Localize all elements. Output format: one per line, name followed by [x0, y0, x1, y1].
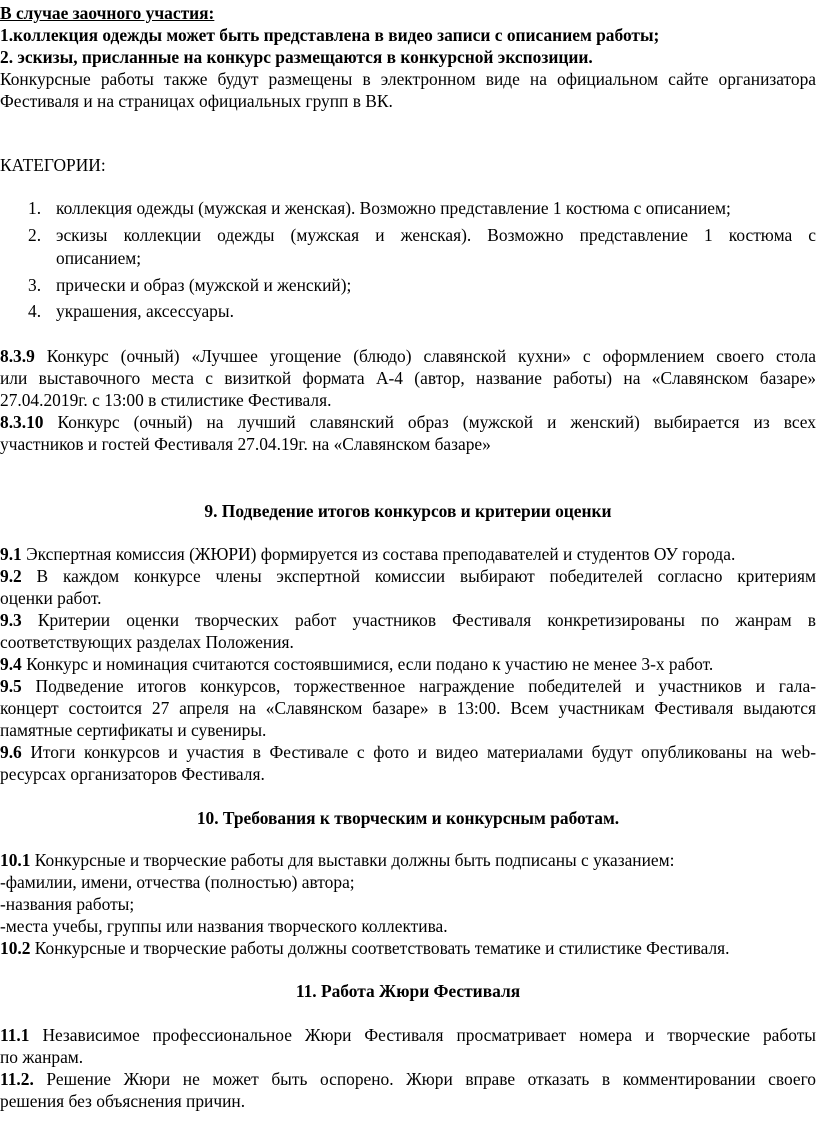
- s839-number: 8.3.9: [0, 346, 35, 366]
- p9-6-line-2: ресурсах организаторов Фестиваля.: [0, 764, 265, 784]
- s8310-line-1: 8.3.10 Конкурс (очный) на лучший славянский образ (мужской и женский) выбирается из всех: [0, 412, 816, 432]
- p10-1-dash-1: -фамилии, имени, отчества (полностью) автора;: [0, 872, 355, 892]
- category-text: прически и образ (мужской и женский);: [56, 275, 352, 295]
- p9-2-line-2: оценки работ.: [0, 588, 102, 608]
- category-num: 4.: [28, 301, 42, 321]
- p9-6-line-1: 9.6 Итоги конкурсов и участия в Фестивале с фото и видео материалами будут опубликованы на web-: [0, 742, 816, 762]
- s8310-line-2: участников и гостей Фестиваля 27.04.19г. на «Славянском базаре»: [0, 434, 491, 454]
- s839-line-3: 27.04.2019г. с 13:00 в стилистике Фестиваля.: [0, 390, 332, 410]
- category-num: 3.: [28, 275, 42, 295]
- section-10-title: 10. Требования к творческим и конкурсным работам.: [196, 808, 620, 828]
- categories-title: КАТЕГОРИИ:: [0, 155, 106, 175]
- p11-2-line-2: решения без объяснения причин.: [0, 1091, 246, 1111]
- p9-4-line-1: 9.4 Конкурс и номинация считаются состоявшимися, если подано к участию не менее 3-х работ.: [0, 654, 714, 674]
- intro-line-2: 2. эскизы, присланные на конкурс размещаются в конкурсной экспозиции.: [0, 47, 593, 67]
- p10-1-line-1: 10.1 Конкурсные и творческие работы для выставки должны быть подписаны с указанием:: [0, 850, 675, 870]
- category-text: украшения, аксессуары.: [56, 301, 234, 321]
- p11-2-line-1: 11.2. Решение Жюри не может быть оспорено. Жюри вправе отказать в комментировании своего: [0, 1069, 816, 1089]
- section-11-title: 11. Работа Жюри Фестиваля: [295, 981, 521, 1001]
- p9-3-line-2: соответствующих разделах Положения.: [0, 632, 294, 652]
- s8310-number: 8.3.10: [0, 412, 44, 432]
- intro-line-1: 1.коллекция одежды может быть представлена в видео записи с описанием работы;: [0, 25, 660, 45]
- p9-5-line-1: 9.5 Подведение итогов конкурсов, торжественное награждение победителей и участников и гала-: [0, 676, 816, 696]
- p10-1-dash-3: -места учебы, группы или названия творческого коллектива.: [0, 916, 448, 936]
- intro-heading: В случае заочного участия:: [0, 3, 215, 23]
- p10-1-dash-2: -названия работы;: [0, 894, 135, 914]
- p9-5-line-3: памятные сертификаты и сувениры.: [0, 720, 267, 740]
- section-10-body: [0, 849, 816, 959]
- p11-1-line-1: 11.1 Независимое профессиональное Жюри Фестиваля просматривает номера и творческие работы: [0, 1025, 816, 1045]
- category-text: эскизы коллекции одежды (мужская и женская). Возможно представление 1 костюма с: [56, 225, 816, 245]
- intro-block: [0, 2, 816, 112]
- p9-5-line-2: концерт состоится 27 апреля на «Славянском базаре» в 13:00. Всем участникам Фестиваля выдаются: [0, 698, 816, 718]
- p10-2-line-1: 10.2 Конкурсные и творческие работы должны соответствовать тематике и стилистике Фестиваля.: [0, 938, 730, 958]
- p9-1-line-1: 9.1 Экспертная комиссия (ЖЮРИ) формируется из состава преподавателей и студентов ОУ города.: [0, 544, 736, 564]
- category-num: 2.: [28, 225, 42, 245]
- categories-title-block: [0, 154, 816, 176]
- p11-1-line-2: по жанрам.: [0, 1047, 84, 1067]
- category-text: коллекция одежды (мужская и женская). Возможно представление 1 костюма с описанием;: [56, 198, 731, 218]
- section-8-3-9: [0, 345, 816, 455]
- section-9-body: [0, 543, 816, 785]
- s839-line-2: или выставочного места с визиткой формата А-4 (автор, название работы) на «Славянском базаре»: [0, 368, 816, 388]
- section-9-title: 9. Подведение итогов конкурсов и критерии оценки: [204, 501, 612, 521]
- p9-3-line-1: 9.3 Критерии оценки творческих работ участников Фестиваля конкретизированы по жанрам в: [0, 610, 816, 630]
- category-num: 1.: [28, 198, 42, 218]
- s839-line-1: 8.3.9 Конкурс (очный) «Лучшее угощение (блюдо) славянской кухни» с оформлением своего стола: [0, 346, 816, 366]
- p9-2-line-1: 9.2 В каждом конкурсе члены экспертной комиссии выбирают победителей согласно критериям: [0, 566, 816, 586]
- intro-line-3: Конкурсные работы также будут размещены в электронном виде на официальном сайте организатора: [0, 69, 816, 89]
- section-11-body: [0, 1024, 816, 1112]
- intro-line-4: Фестиваля и на страницах официальных групп в ВК.: [0, 91, 393, 111]
- category-text-cont: описанием;: [56, 248, 142, 268]
